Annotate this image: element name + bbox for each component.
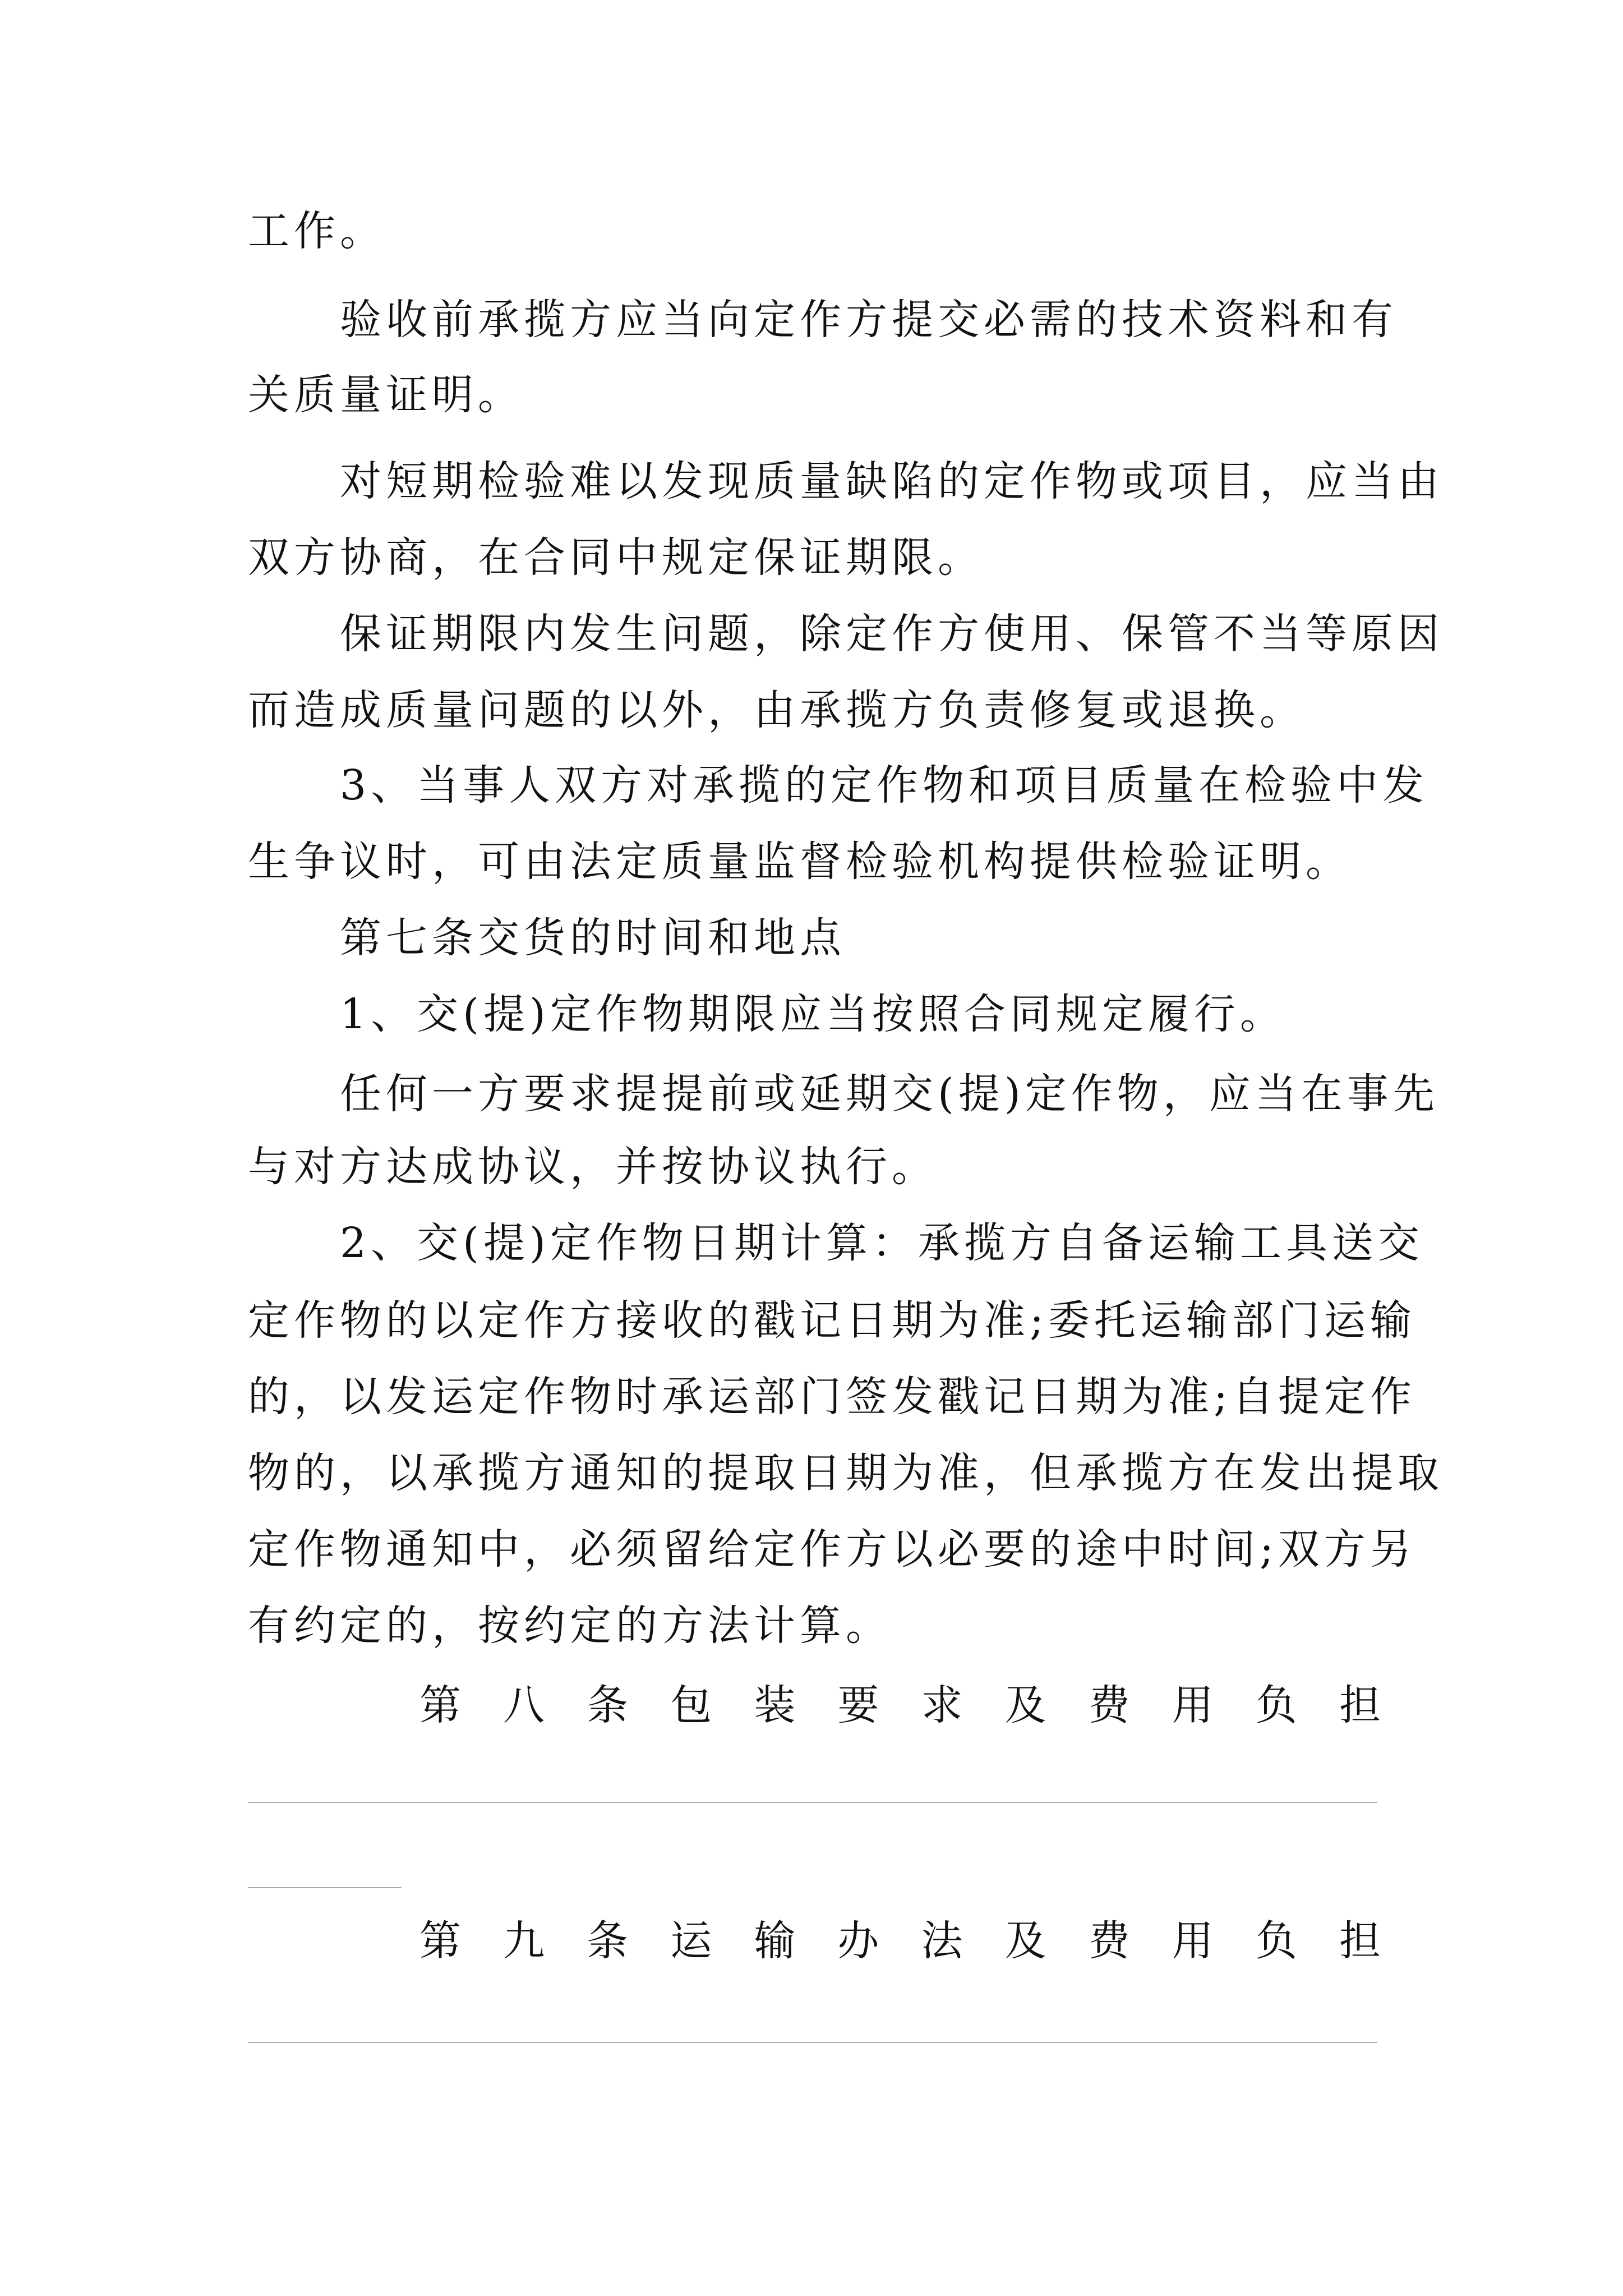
heading-char: 及 [1004, 1681, 1046, 1729]
paragraph-line: 双方协商，在合同中规定保证期限。 [248, 533, 984, 582]
paragraph-line: 任何一方要求提提前或延期交(提)定作物，应当在事先 [340, 1070, 1439, 1118]
paragraph-line: 1、交(提)定作物期限应当按照合同规定履行。 [340, 990, 1286, 1038]
heading-char: 包 [670, 1681, 712, 1729]
heading-char: 费 [1088, 1917, 1130, 1965]
heading-char: 办 [837, 1917, 879, 1965]
heading-char: 运 [670, 1917, 712, 1965]
blank-underline-short [248, 1887, 402, 1888]
heading-char: 装 [754, 1681, 796, 1729]
heading-char: 负 [1255, 1917, 1297, 1965]
paragraph-line: 定作物通知中，必须留给定作方以必要的途中时间;双方另 [248, 1525, 1416, 1573]
blank-underline [248, 1802, 1377, 1803]
paragraph-line: 验收前承揽方应当向定作方提交必需的技术资料和有 [340, 296, 1398, 344]
article-9-heading [419, 1913, 1381, 1969]
blank-underline [248, 2042, 1377, 2043]
heading-char: 求 [921, 1681, 963, 1729]
paragraph-line: 2、交(提)定作物日期计算：承揽方自备运输工具送交 [340, 1219, 1424, 1267]
heading-char: 负 [1255, 1681, 1297, 1729]
heading-char: 输 [754, 1917, 796, 1965]
article-8-heading [419, 1677, 1381, 1733]
section-heading: 第七条交货的时间和地点 [340, 914, 846, 962]
paragraph-line: 与对方达成协议，并按协议执行。 [248, 1143, 938, 1191]
heading-char: 九 [503, 1917, 545, 1965]
heading-char: 费 [1088, 1681, 1130, 1729]
heading-char: 担 [1339, 1681, 1381, 1729]
heading-char: 第 [419, 1681, 461, 1729]
heading-char: 条 [587, 1681, 629, 1729]
paragraph-line: 工作。 [248, 207, 386, 255]
heading-char: 第 [419, 1917, 461, 1965]
heading-char: 用 [1172, 1681, 1214, 1729]
paragraph-line: 有约定的，按约定的方法计算。 [248, 1602, 892, 1650]
paragraph-line: 关质量证明。 [248, 371, 524, 419]
paragraph-line: 生争议时，可由法定质量监督检验机构提供检验证明。 [248, 838, 1352, 886]
paragraph-line: 3、当事人双方对承揽的定作物和项目质量在检验中发 [340, 761, 1429, 809]
heading-char: 担 [1339, 1917, 1381, 1965]
paragraph-line: 物的，以承揽方通知的提取日期为准，但承揽方在发出提取 [248, 1449, 1444, 1497]
heading-char: 用 [1172, 1917, 1214, 1965]
heading-char: 法 [921, 1917, 963, 1965]
heading-char: 及 [1004, 1917, 1046, 1965]
paragraph-line: 定作物的以定作方接收的戳记日期为准;委托运输部门运输 [248, 1296, 1416, 1345]
paragraph-line: 而造成质量问题的以外，由承揽方负责修复或退换。 [248, 686, 1306, 734]
heading-char: 要 [837, 1681, 879, 1729]
paragraph-line: 的，以发运定作物时承运部门签发戳记日期为准;自提定作 [248, 1373, 1416, 1421]
heading-char: 八 [503, 1681, 545, 1729]
paragraph-line: 对短期检验难以发现质量缺陷的定作物或项目，应当由 [340, 457, 1444, 505]
heading-char: 条 [587, 1917, 629, 1965]
paragraph-line: 保证期限内发生问题，除定作方使用、保管不当等原因 [340, 610, 1444, 658]
